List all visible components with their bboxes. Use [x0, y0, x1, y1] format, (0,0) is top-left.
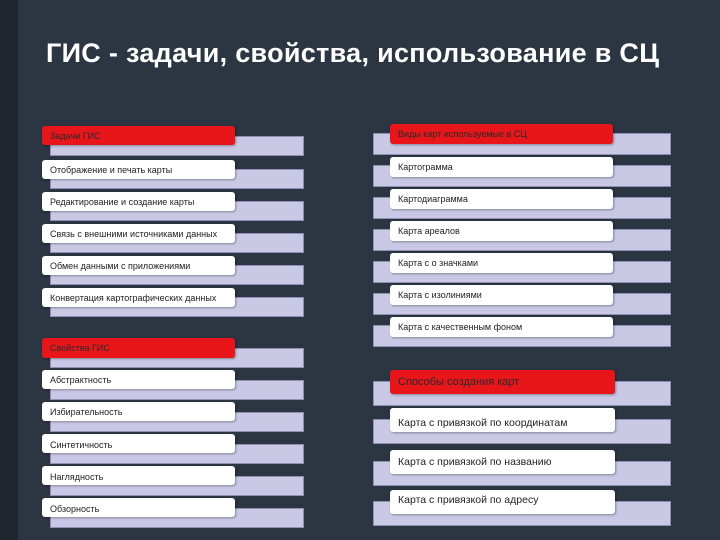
properties-item-label: Абстрактность: [42, 370, 235, 389]
properties-item-label: Синтетичность: [42, 434, 235, 453]
tasks-item-label: Связь с внешними источниками данных: [42, 224, 235, 243]
map-types-item-label: Карта ареалов: [390, 221, 613, 241]
tasks-item-label: Конвертация картографических данных: [42, 288, 235, 307]
map-types-item-label: Карта с о значками: [390, 253, 613, 273]
tasks-header-label: Задачи ГИС: [42, 126, 235, 145]
map-types-item-label: Карта с изолиниями: [390, 285, 613, 305]
map-types-item-label: Карта с качественным фоном: [390, 317, 613, 337]
tasks-item-label: Отображение и печать карты: [42, 160, 235, 179]
methods-item-label: Карта с привязкой по названию: [390, 450, 615, 474]
methods-item-label: Карта с привязкой по координатам: [390, 408, 615, 432]
properties-item-label: Наглядность: [42, 466, 235, 485]
map-types-item-label: Картодиаграмма: [390, 189, 613, 209]
tasks-item-label: Обмен данными с приложениями: [42, 256, 235, 275]
tasks-item-label: Редактирование и создание карты: [42, 192, 235, 211]
left-edge-strip: [0, 0, 18, 540]
properties-header-label: Свойства ГИС: [42, 338, 235, 358]
map-types-header-label: Виды карт используемые в СЦ: [390, 124, 613, 144]
properties-item-label: Обзорность: [42, 498, 235, 517]
map-types-item-label: Картограмма: [390, 157, 613, 177]
slide-title: ГИС - задачи, свойства, использование в СЦ: [46, 38, 660, 68]
methods-header-label: Способы создания карт: [390, 370, 615, 394]
methods-item-label: Карта с привязкой по адресу: [390, 490, 615, 514]
properties-item-label: Избирательность: [42, 402, 235, 421]
